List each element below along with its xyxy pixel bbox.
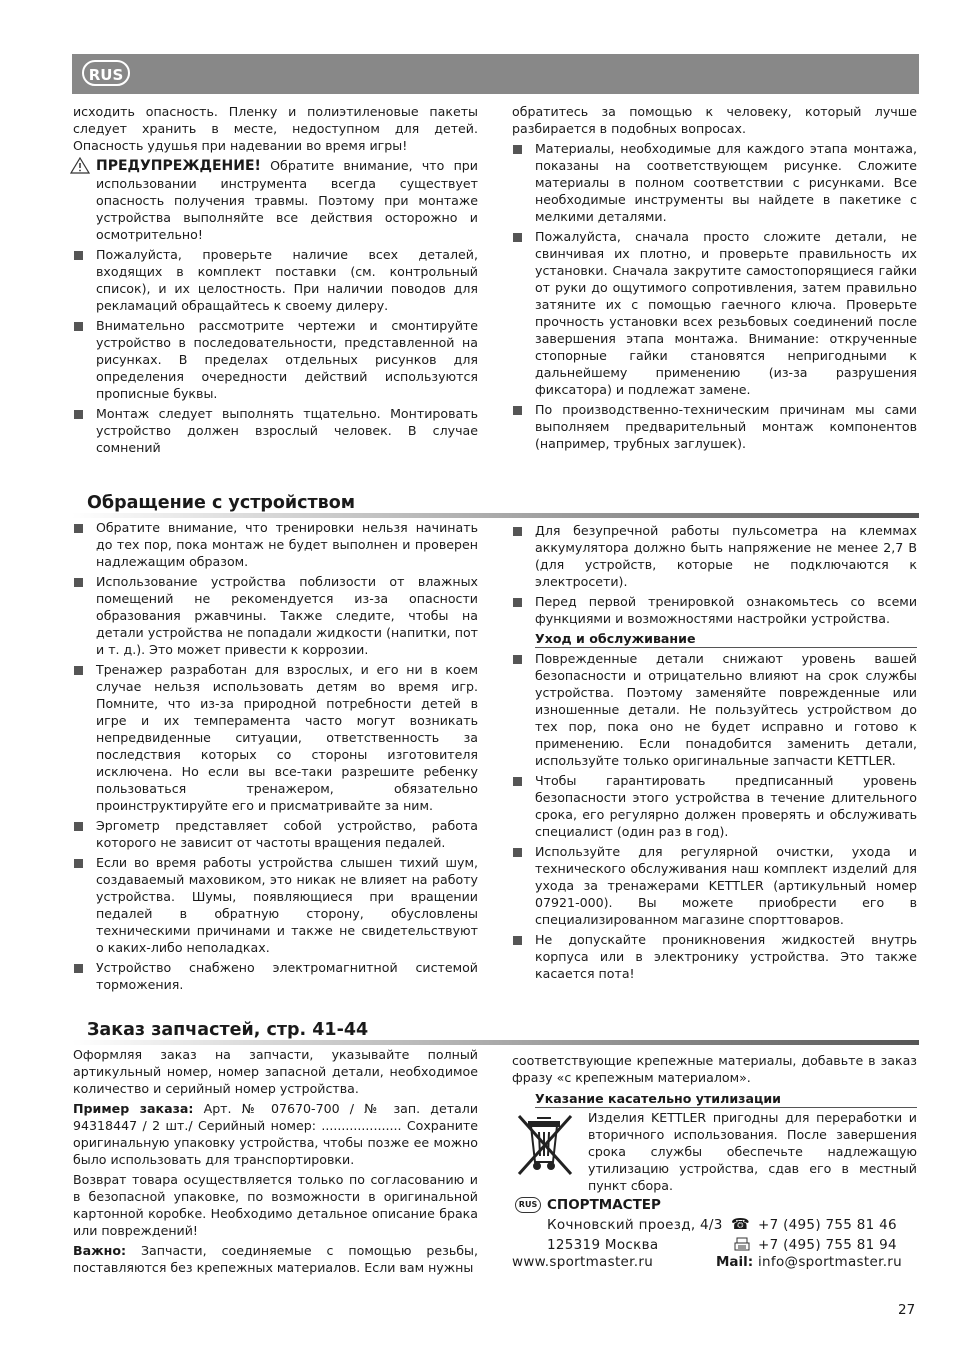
square-bullet-icon bbox=[513, 233, 522, 242]
square-bullet-icon bbox=[513, 848, 522, 857]
intro-left-column bbox=[73, 103, 478, 459]
section-rule bbox=[72, 513, 919, 518]
header-bar bbox=[72, 54, 919, 94]
language-badge: RUS bbox=[82, 60, 130, 86]
parts-paragraph bbox=[73, 1242, 478, 1276]
list-item bbox=[512, 593, 917, 627]
square-bullet-icon bbox=[74, 578, 83, 587]
warning-triangle-icon bbox=[70, 157, 90, 174]
square-bullet-icon bbox=[513, 655, 522, 664]
crossed-bin-icon bbox=[515, 1112, 577, 1180]
fax-number: +7 (495) 755 81 94 bbox=[758, 1237, 897, 1253]
paragraph: обратитесь за помощью к человеку, который лучше разбирается в подобных вопросах. bbox=[512, 104, 917, 136]
square-bullet-icon bbox=[513, 527, 522, 536]
phone-number: +7 (495) 755 81 46 bbox=[758, 1217, 897, 1233]
parts-paragraph: соответствующие крепежные материалы, добавьте в заказ фразу «с крепежным материалом». bbox=[512, 1053, 917, 1085]
square-bullet-icon bbox=[74, 666, 83, 675]
disposal-title: Указание касательно утилизации bbox=[535, 1090, 917, 1108]
list-item-text: Для безупречной работы пульсометра на клеммах аккумулятора должно быть напряжение не менее 2,7 В (для устройств, которые не подключаются к электросети). bbox=[535, 523, 917, 589]
important-text: Запчасти, соединяемые с помощью резьбы, поставляются без крепежных материалов. Если вам нужны bbox=[73, 1243, 478, 1275]
list-item-text: Используйте для регулярной очистки, ухода и технического обслуживания наш комплект изделий для ухода за тренажерами KETTLER (артикульный номер 07921-000). Вы можете приобрести его в специализированном магазине спорттоваров. bbox=[535, 844, 917, 927]
list-item-text: Монтаж следует выполнять тщательно. Монтировать устройство должен взрослый человек. В случае сомнений bbox=[96, 406, 478, 455]
list-item-text: Пожалуйста, сначала просто сложите детали, не свинчивая их плотно, и проверьте правильность их установки. Сначала закрутите самостопорящиеся гайки от руки до ощутимого сопротивления, затем правильно затяните их с помощью гаечного ключа. Проверьте прочность установки всех резьбовых соединений после завершения этапа монтажа. Внимание: открученные стопорные гайки становятся непригодными к дальнейшему применению (из-за разрушения фиксатора) и подлежат замене. bbox=[535, 229, 917, 397]
handling-left-column bbox=[73, 519, 478, 996]
mail-link[interactable]: info@sportmaster.ru bbox=[758, 1254, 902, 1270]
list-item-text: Использование устройства поблизости от влажных помещений не рекомендуется из-за опасности образования ржавчины. Также следите, чтобы на детали устройства не попадали жидкости (напитки, пот и т. д.). Это может привести к коррозии. bbox=[96, 574, 478, 657]
warning-item bbox=[73, 157, 478, 243]
disposal-text: Изделия KETTLER пригодны для переработки и вторичного использования. После завершения срока службы обеспечьте надлежащую утилизацию устройства, сдав его в местный пункт сбора. bbox=[588, 1110, 917, 1193]
list-item-text: По производственно-техническим причинам мы сами выполняем предварительный монтаж компонентов (например, трубных заглушек). bbox=[535, 402, 917, 451]
square-bullet-icon bbox=[74, 822, 83, 831]
address-line-2: 125319 Москва bbox=[547, 1237, 659, 1253]
list-item bbox=[512, 228, 917, 398]
warning-text: Обратите внимание, что при использовании инструмента всегда существует опасность получения травмы. Поэтому при монтаже устройства выполняйте все действия осторожно и осмотрительно! bbox=[96, 158, 478, 242]
list-item-text: Внимательно рассмотрите чертежи и смонтируйте устройство в последовательности, представленной на рисунках. В пределах отдельных рисунков для определения очередности действий используются прописные буквы. bbox=[96, 318, 478, 401]
square-bullet-icon bbox=[74, 322, 83, 331]
important-label: Важно: bbox=[73, 1243, 127, 1258]
square-bullet-icon bbox=[513, 145, 522, 154]
parts-paragraph: Оформляя заказ на запчасти, указывайте полный артикульный номер, номер запасной детали, необходимое количество и серийный номер устройства. bbox=[73, 1047, 478, 1096]
parts-left-column bbox=[73, 1046, 478, 1279]
square-bullet-icon bbox=[513, 936, 522, 945]
company-name: СПОРТМАСТЕР bbox=[547, 1197, 661, 1213]
handling-right-column bbox=[512, 522, 917, 985]
list-item bbox=[512, 931, 917, 982]
list-item-text: Поврежденные детали снижают уровень вашей безопасности и отрицательно влияют на срок службы устройства. Поэтому заменяйте поврежденные или изношенные детали. Не пользуйтесь устройством до тех пор, пока оно не будет исправно и готово к применению. Если понадобится заменить детали, используйте только оригинальные запчасти KETTLER. bbox=[535, 651, 917, 768]
section-title-handling: Обращение с устройством bbox=[87, 493, 356, 513]
paragraph: исходить опасность. Пленку и полиэтиленовые пакеты следует хранить в месте, недоступном для детей. Опасность удушья при надевании во время игры! bbox=[73, 104, 478, 153]
square-bullet-icon bbox=[74, 251, 83, 260]
list-item bbox=[512, 650, 917, 769]
list-item bbox=[73, 246, 478, 314]
list-item bbox=[512, 843, 917, 928]
order-example-label: Пример заказа: bbox=[73, 1101, 194, 1116]
website-link[interactable]: www.sportmaster.ru bbox=[512, 1254, 654, 1270]
list-item-text: Устройство снабжено электромагнитной системой торможения. bbox=[96, 960, 478, 992]
square-bullet-icon bbox=[513, 777, 522, 786]
list-item-text: Эргометр представляет собой устройство, работа которого не зависит от частоты вращения педалей. bbox=[96, 818, 478, 850]
phone-icon: ☎ bbox=[731, 1215, 750, 1233]
parts-paragraph bbox=[73, 1100, 478, 1168]
list-item bbox=[73, 573, 478, 658]
list-item-text: Пожалуйста, проверьте наличие всех деталей, входящих в комплект поставки (см. контрольный список), и их целостность. При наличии поводов для рекламаций обращайтесь к своему дилеру. bbox=[96, 247, 478, 313]
parts-right-column bbox=[512, 1052, 917, 1110]
list-item-text: Перед первой тренировкой ознакомьтесь со всеми функциями и возможностями настройки устройства. bbox=[535, 594, 917, 626]
square-bullet-icon bbox=[513, 406, 522, 415]
list-item bbox=[512, 401, 917, 452]
list-item bbox=[73, 405, 478, 456]
square-bullet-icon bbox=[74, 964, 83, 973]
intro-right-column bbox=[512, 103, 917, 455]
subsection-title: Уход и обслуживание bbox=[535, 630, 917, 648]
section-title-parts: Заказ запчастей, стр. 41-44 bbox=[87, 1020, 369, 1040]
parts-paragraph: Возврат товара осуществляется только по согласованию и в безопасной упаковке, по возможности в оригинальной картонной коробке. Необходимо детальное описание брака или повреждений! bbox=[73, 1172, 478, 1238]
square-bullet-icon bbox=[74, 859, 83, 868]
list-item bbox=[512, 140, 917, 225]
page-number: 27 bbox=[898, 1302, 916, 1318]
list-item-text: Обратите внимание, что тренировки нельзя начинать до тех пор, пока монтаж не будет выполнен и проверен надлежащим образом. bbox=[96, 520, 478, 569]
section-rule bbox=[72, 1040, 919, 1045]
mail-label: Mail: bbox=[716, 1254, 754, 1270]
list-item bbox=[73, 817, 478, 851]
address-line-1: Кочновский проезд, 4/3 bbox=[547, 1217, 723, 1233]
list-item bbox=[73, 519, 478, 570]
list-item bbox=[512, 772, 917, 840]
list-item bbox=[73, 317, 478, 402]
fax-icon bbox=[734, 1237, 750, 1251]
warning-title: ПРЕДУПРЕЖДЕНИЕ! bbox=[96, 158, 261, 174]
square-bullet-icon bbox=[74, 524, 83, 533]
square-bullet-icon bbox=[74, 410, 83, 419]
list-item-text: Тренажер разработан для взрослых, и его ни в коем случае нельзя использовать детям во время игр. Помните, что из-за природной потребности детей в игре и их темперамента часто могут возникать непредвиденные ситуации, ответственность за последствия которых со стороны изготовителя исключена. Но если вы все-таки разрешите ребенку пользоваться тренажером, обязательно проинструктируйте его и присматривайте за ним. bbox=[96, 662, 478, 813]
list-item bbox=[73, 854, 478, 956]
list-item-text: Чтобы гарантировать предписанный уровень безопасности этого устройства в течение длительного срока, его регулярно должен проверять и обслуживать специалист (один раз в год). bbox=[535, 773, 917, 839]
list-item bbox=[73, 959, 478, 993]
list-item-text: Материалы, необходимые для каждого этапа монтажа, показаны на соответствующем рисунке. Сложите материалы в полном соответствии с рисунками. Все необходимые инструменты вы найдете в пакетике с мелкими деталями. bbox=[535, 141, 917, 224]
list-item bbox=[73, 661, 478, 814]
list-item-text: Если во время работы устройства слышен тихий шум, создаваемый маховиком, это никак не влияет на работу устройства. Шумы, появляющиеся при вращении педалей в обратную сторону, обусловлены техническими причинами и также не свидетельствуют о каких-либо неполадках. bbox=[96, 855, 478, 955]
list-item-text: Не допускайте проникновения жидкостей внутрь корпуса или в электронику устройства. Это также касается пота! bbox=[535, 932, 917, 981]
square-bullet-icon bbox=[513, 598, 522, 607]
list-item bbox=[512, 522, 917, 590]
order-example-text: Арт. № 07670-700 / № зап. детали 94318447 / 2 шт./ Серийный номер: .................... Сохраните оригинальную упаковку устройства, чтобы позже ее можно было использовать для транспортировки. bbox=[73, 1101, 478, 1167]
contact-badge: RUS bbox=[515, 1197, 541, 1213]
